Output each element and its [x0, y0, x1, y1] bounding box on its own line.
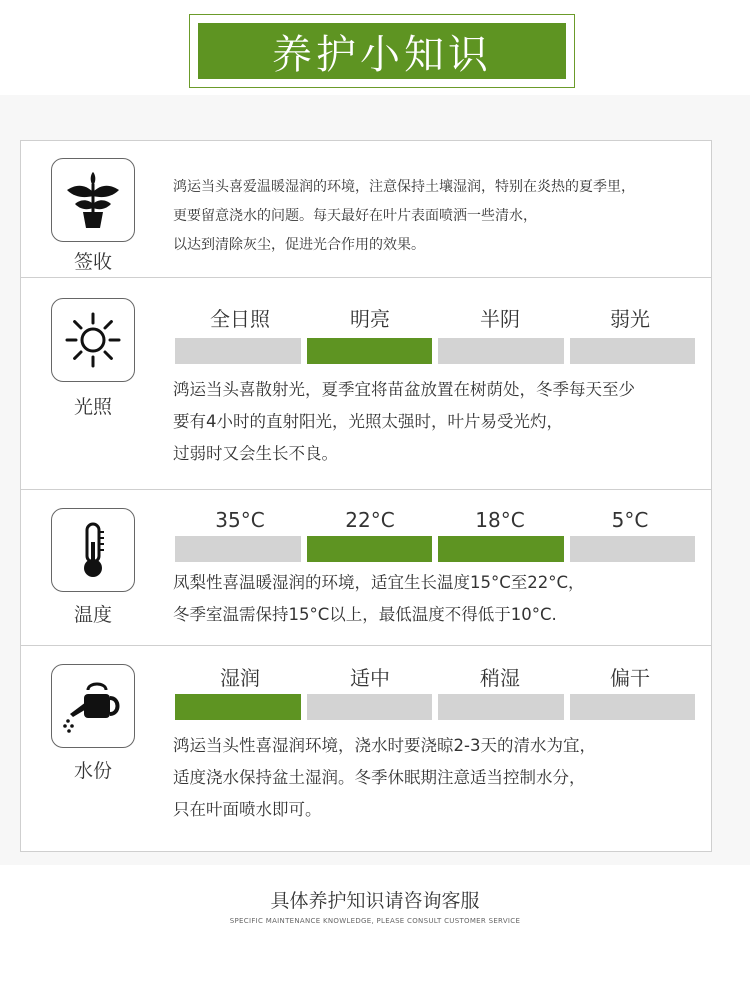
temperature-scale-labels	[175, 508, 695, 532]
scale-segment	[175, 338, 301, 364]
scale-label: 弱光	[610, 307, 650, 331]
section-label: 温度	[73, 604, 112, 626]
scale-label: 湿润	[220, 666, 260, 690]
description-line: 凤梨性喜温暖湿润的环境，适宜生长温度15°C至22°C，	[173, 573, 585, 592]
temperature-scale-bars	[175, 536, 695, 562]
thermometer-icon	[51, 508, 135, 592]
watering-can-icon	[51, 664, 135, 748]
scale-label: 5°C	[611, 508, 649, 532]
section-temperature	[21, 489, 711, 646]
description-line: 适度浇水保持盆土湿润。冬季休眠期注意适当控制水分，	[173, 768, 586, 787]
description-line: 以达到清除灰尘，促进光合作用的效果。	[173, 237, 425, 253]
description-line: 鸿运当头喜散射光，夏季宜将苗盆放置在树荫处，冬季每天至少	[173, 380, 635, 399]
page-title: 养护小知识	[198, 23, 566, 79]
scale-segment	[438, 536, 564, 562]
section-label: 水份	[73, 760, 112, 782]
scale-segment	[307, 536, 433, 562]
scale-label: 偏干	[610, 666, 650, 690]
section-description	[173, 567, 701, 631]
scale-segment	[570, 338, 696, 364]
section-label: 光照	[73, 396, 112, 418]
scale-segment	[438, 694, 564, 720]
footer-title: 具体养护知识请咨询客服	[270, 890, 480, 912]
description-line: 鸿运当头喜爱温暖湿润的环境，注意保持土壤湿润，特别在炎热的夏季里，	[173, 179, 635, 195]
care-panel	[20, 140, 712, 852]
scale-label: 35°C	[215, 508, 265, 532]
description-line: 冬季室温需保持15°C以上，最低温度不得低于10°C.	[173, 605, 557, 624]
light-scale-bars	[175, 338, 695, 364]
scale-segment	[307, 694, 433, 720]
description-line: 更要留意浇水的问题。每天最好在叶片表面喷洒一些清水，	[173, 208, 537, 224]
section-water	[21, 645, 711, 852]
section-label: 签收	[73, 251, 112, 273]
description-line: 过弱时又会生长不良。	[173, 444, 338, 463]
scale-label: 22°C	[345, 508, 395, 532]
scale-segment	[307, 338, 433, 364]
scale-label: 半阴	[480, 307, 520, 331]
water-scale-bars	[175, 694, 695, 720]
section-receipt	[21, 141, 711, 277]
sun-icon	[51, 298, 135, 382]
light-scale-labels	[175, 303, 695, 332]
description-line: 鸿运当头性喜湿润环境，浇水时要浇晾2-3天的清水为宜，	[173, 736, 596, 755]
section-description	[173, 730, 701, 826]
scale-segment	[438, 338, 564, 364]
scale-label: 明亮	[350, 307, 390, 331]
scale-label: 18°C	[475, 508, 525, 532]
description-line: 只在叶面喷水即可。	[173, 800, 322, 819]
scale-segment	[570, 694, 696, 720]
footer-subtitle: SPECIFIC MAINTENANCE KNOWLEDGE, PLEASE CONSULT CUSTOMER SERVICE	[229, 917, 521, 925]
scale-segment	[570, 536, 696, 562]
title-frame	[189, 14, 575, 88]
scale-segment	[175, 536, 301, 562]
scale-label: 全日照	[210, 307, 270, 331]
section-description	[173, 173, 697, 260]
description-line: 要有4小时的直射阳光，光照太强时，叶片易受光灼，	[173, 412, 563, 431]
scale-label: 适中	[350, 666, 390, 690]
potted-plant-icon	[51, 158, 135, 242]
water-scale-labels	[175, 662, 695, 691]
section-light	[21, 277, 711, 490]
scale-label: 稍湿	[480, 666, 520, 690]
scale-segment	[175, 694, 301, 720]
section-description	[173, 374, 701, 470]
